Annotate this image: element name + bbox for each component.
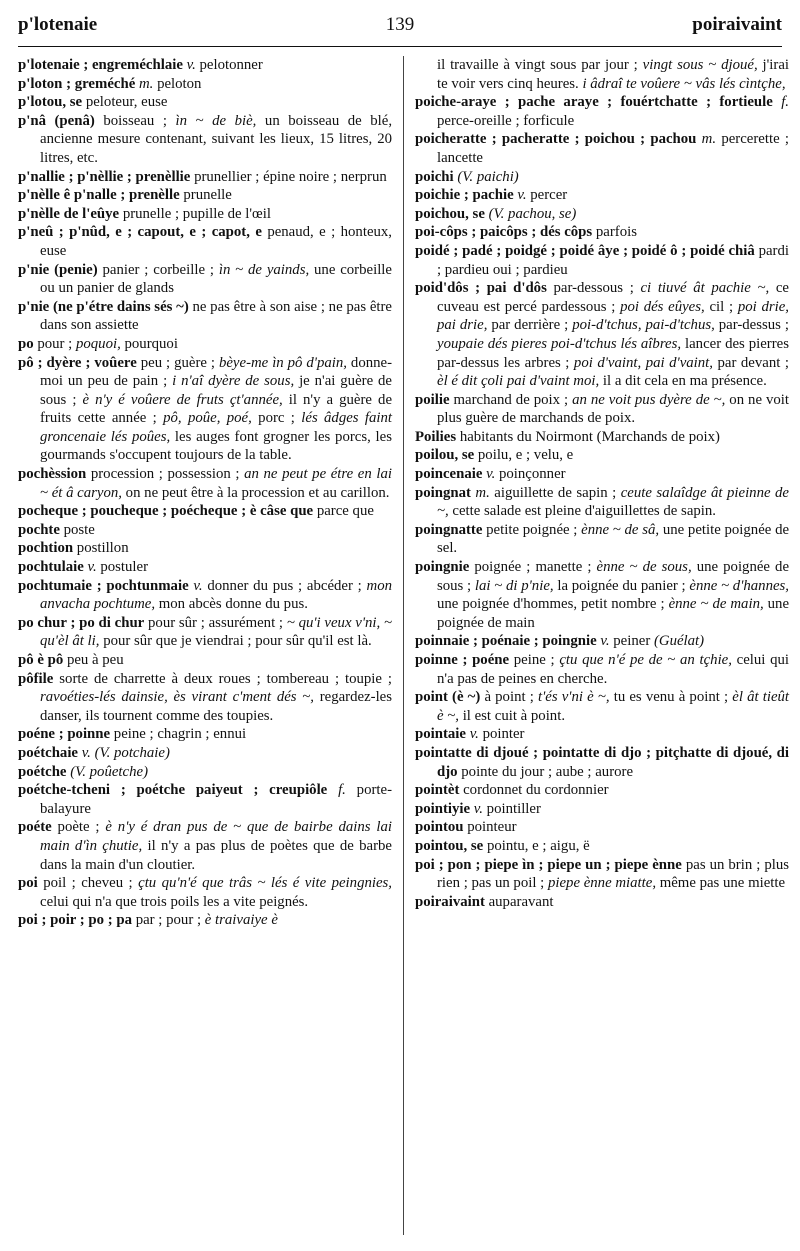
headword: p'nèlle ê p'nalle ; prenèlle (18, 187, 180, 204)
headword: poi ; pon ; piepe ìn ; piepe un ; piepe ènne (415, 856, 682, 873)
definition: peine ; chagrin ; ennui (113, 726, 247, 743)
headword: poilie (415, 391, 450, 408)
example: ~ qu'i veux v'ni, ~ qu'èl ât li, (40, 614, 392, 650)
dictionary-entry (18, 818, 392, 874)
header-rule (18, 46, 782, 47)
dictionary-entry (415, 558, 789, 632)
example: poquoi, (75, 335, 121, 352)
definition: perce-oreille ; forficule (437, 112, 575, 129)
definition: les auges font grogner les porcs, les gourmands s'occupent toujours de la table. (40, 428, 392, 464)
headword: p'lotenaie ; engreméchlaie (18, 57, 183, 73)
definition: pourquoi (124, 335, 178, 352)
dictionary-entry (415, 725, 789, 744)
definition: on ne voit plus guère de marchands de poix. (437, 391, 789, 427)
definition: cette salade est pleine d'aiguillettes de sapin. (452, 503, 716, 520)
example: poi-d'tchus, pai-d'tchus, (572, 317, 715, 334)
grammar-label: m. (701, 131, 717, 148)
definition: même pas une miette (659, 875, 786, 892)
definition: une poignée d'hommes, petit nombre ; (437, 596, 665, 613)
definition: sorte de charrette à deux roues ; tombereau ; toupie ; (59, 670, 392, 687)
example: ènne ~ de sâ, (581, 521, 660, 538)
dictionary-entry (18, 298, 392, 335)
definition: une poignée de main (437, 596, 790, 631)
definition: lancer des pierres par-dessus les arbres ; (437, 335, 789, 371)
headword: poiche-araye ; pache araye ; fouértchatte ; fortieule (415, 94, 773, 111)
dictionary-entry (415, 279, 789, 391)
definition: cordonnet du cordonnier (463, 782, 609, 799)
dictionary-entry (18, 725, 392, 744)
definition: poète ; (57, 819, 100, 836)
dictionary-entry (18, 911, 392, 930)
page-header (18, 14, 782, 44)
definition: une petite poignée de sel. (437, 521, 790, 557)
headword: pointaie (415, 726, 466, 743)
definition: mon abcès donne du pus. (158, 596, 308, 613)
left-column (18, 56, 392, 930)
definition: tu es venu à point ; (613, 689, 729, 706)
dictionary-entry (415, 632, 789, 651)
headword: poingnat (415, 484, 471, 501)
dictionary-entry (18, 502, 392, 521)
dictionary-entry (18, 335, 392, 354)
definition: pointer (482, 726, 525, 743)
example: t'és v'ni è ~, (538, 689, 610, 706)
grammar-label: f. (781, 94, 789, 111)
dictionary-entry (18, 558, 392, 577)
grammar-label: v. (473, 800, 483, 817)
dictionary-entry (415, 205, 789, 224)
headword: pochtumaie ; pochtunmaie (18, 577, 189, 594)
headword: pointou, se (415, 837, 484, 854)
dictionary-entry (415, 93, 789, 130)
dictionary-entry (18, 763, 392, 782)
headword: poichi (415, 168, 454, 185)
grammar-label: v. (469, 726, 479, 743)
example: an ne voit pus dyère de ~, (572, 391, 726, 408)
dictionary-entry (18, 651, 392, 670)
example: piepe ènne miatte, (547, 875, 657, 892)
headword: poilou, se (415, 447, 475, 464)
definition: pour sûr que je viendrai ; pour sûr qu'il est là. (103, 633, 372, 650)
headword: pochtion (18, 540, 74, 557)
dictionary-entry (18, 614, 392, 651)
headword: p'nallie ; p'nèllie ; prenèllie (18, 168, 191, 185)
definition: peloteur, euse (85, 94, 168, 111)
dictionary-entry (18, 521, 392, 540)
definition: prunelle ; pupille de l'œil (122, 205, 271, 222)
grammar-label: (V. pachou, se) (488, 205, 577, 222)
definition: petite poignée ; (486, 521, 578, 538)
dictionary-entry (415, 688, 789, 725)
definition: postillon (76, 540, 129, 557)
dictionary-entry (415, 651, 789, 688)
definition: on ne peut être à la procession et au carillon. (125, 484, 390, 501)
grammar-label: v. (193, 577, 203, 594)
headword: p'nie (ne p'étre dains sés ~) (18, 298, 189, 315)
definition: penaud, e ; honteux, euse (40, 224, 393, 259)
definition: par-dessus ; (718, 317, 789, 334)
dictionary-entry (18, 75, 392, 94)
definition: il travaille à vingt sous par jour ; (437, 57, 638, 73)
grammar-label: m. (475, 484, 490, 501)
dictionary-entry (415, 837, 789, 856)
definition: par-dessous ; (553, 280, 634, 297)
definition: aiguillette de sapin ; (494, 484, 617, 501)
definition: porte-balayure (40, 782, 393, 817)
example: pô, poûe, poé, (163, 410, 252, 427)
running-head-left: p'lotenaie (18, 14, 98, 35)
definition: un boisseau de blé, ancienne mesure contenant, suivant les lieux, 15 litres, 20 litres, etc. (40, 112, 393, 166)
headword: poid'dôs ; pai d'dôs (415, 280, 547, 297)
dictionary-entry (18, 577, 392, 614)
example: è n'y é voûere de fruts çt'année, (82, 391, 283, 408)
headword: p'loton ; greméché (18, 75, 136, 92)
dictionary-entry (18, 465, 392, 502)
definition: pointiller (486, 800, 541, 817)
definition: peine ; (513, 652, 555, 668)
definition: celui qui n'a que trois poils les a vite peignés. (40, 893, 309, 910)
headword: poétche-tcheni ; poétche paiyeut ; creupiôle (18, 782, 328, 799)
headword: po chur ; po di chur (18, 614, 145, 631)
dictionary-entry (18, 112, 392, 168)
definition: parce que (316, 503, 374, 520)
definition: peu ; guère ; (140, 354, 216, 371)
headword: poingnie (415, 559, 470, 576)
example: èl ât tieût è ~, (437, 689, 790, 724)
example: ènne ~ de sous, (596, 559, 692, 576)
headword: poi ; poir ; po ; pa (18, 912, 133, 929)
headword: p'nâ (penâ) (18, 112, 95, 129)
example: ìn ~ de yainds, (218, 261, 310, 278)
headword: Poilies (415, 428, 457, 445)
headword: poichie ; pachie (415, 187, 514, 204)
grammar-label: (V. poûetche) (70, 763, 148, 780)
headword: poicheratte ; pacheratte ; poichou ; pachou (415, 131, 697, 148)
definition: pour ; (37, 335, 73, 352)
definition: poil ; cheveu ; (43, 875, 133, 892)
dictionary-entry (18, 744, 392, 763)
page-number: 139 (385, 14, 415, 35)
dictionary-entry (415, 242, 789, 279)
definition: pas un brin ; plus rien ; pas un poil ; (437, 856, 790, 892)
grammar-label: v. (V. potchaie) (81, 744, 170, 761)
definition: poilu, e ; velu, e (477, 447, 574, 464)
dictionary-entry (415, 484, 789, 521)
dictionary-entry (18, 781, 392, 818)
definition: prunelle (183, 187, 232, 204)
definition: par derrière ; (491, 317, 569, 334)
example: ìn ~ de biè, (175, 112, 257, 129)
definition: cil ; (709, 298, 734, 315)
definition: regardez-les danser, ils tournent comme des toupies. (40, 689, 393, 724)
definition: porc ; (258, 410, 295, 427)
dictionary-entry (415, 744, 789, 781)
headword: poincenaie (415, 466, 483, 483)
example: lai ~ di p'nie, (474, 577, 554, 594)
definition: procession ; possession ; (90, 466, 240, 483)
example: vingt sous ~ djoué, (642, 57, 758, 73)
example: è n'y é dran pus de ~ que de bairbe dains lai main d'ìn çhutie, (40, 819, 392, 854)
running-head-right: poiraivaint (692, 14, 782, 35)
definition: il a dit cela en ma présence. (602, 373, 767, 390)
definition: pelotonner (199, 57, 263, 73)
dictionary-entry (415, 223, 789, 242)
definition: par devant ; (717, 354, 789, 371)
headword: poéne ; poinne (18, 726, 111, 743)
definition: parfois (595, 224, 637, 241)
headword: poi-côps ; paicôps ; dés côps (415, 224, 593, 241)
definition: une poignée de sous ; (437, 559, 790, 594)
grammar-label: v. (517, 187, 527, 204)
definition: il n'y a pas plus de poètes que de barbe dans la main d'un cloutier. (40, 837, 392, 873)
dictionary-entry (18, 874, 392, 911)
definition: poste (63, 521, 95, 538)
headword: pôfile (18, 670, 54, 687)
definition: la poignée du panier ; (557, 577, 686, 594)
headword: pointatte di djoué ; pointatte di djo ; pitçhatte di djoué, di djo (415, 744, 789, 780)
example: lés âdges faint groncenaie lés poûes, (40, 410, 393, 445)
definition: pointe du jour ; aube ; aurore (461, 763, 634, 780)
example: çtu qu'n'é que trâs ~ lés é vite peingnies, (138, 875, 392, 892)
definition: poignée ; manette ; (474, 559, 592, 576)
example: poi dés eûyes, (620, 298, 705, 315)
definition: marchand de poix ; (453, 391, 569, 408)
definition: il est cuit à point. (462, 707, 566, 724)
example: ci tiuvé ât pachie ~, (640, 280, 770, 297)
headword: pointèt (415, 782, 460, 799)
dictionary-entry (415, 521, 789, 558)
example: èl é dit çoli pai d'vaint moi, (437, 373, 600, 390)
definition: à point ; (484, 689, 534, 706)
definition: ce cuveau est percé pardessous ; (437, 280, 789, 315)
dictionary-entry (415, 800, 789, 819)
example: youpaie dés pieres poi-d'tchus lés aîbres, (437, 335, 682, 352)
dictionary-entry (415, 186, 789, 205)
example: an ne peut pe étre en lai ~ ét â caryon, (40, 466, 392, 501)
headword: pochtulaie (18, 559, 84, 576)
headword: poinnaie ; poénaie ; poingnie (415, 633, 597, 650)
example: (Guélat) (653, 633, 705, 650)
definition: ne pas être à son aise ; ne pas être dans son assiette (40, 298, 392, 334)
example: bèye-me ìn pô d'pain, (218, 354, 347, 371)
example: ceute salaîdge ât pieinne de ~, (437, 484, 789, 520)
dictionary-entry (415, 56, 789, 93)
definition: habitants du Noirmont (Marchands de poix) (459, 428, 720, 445)
dictionary-entry (415, 465, 789, 484)
dictionary-entry (415, 130, 789, 167)
example: ènne ~ de main, (668, 596, 764, 613)
definition: percer (530, 187, 568, 204)
headword: poétchaie (18, 744, 78, 761)
headword: poinne ; poéne (415, 652, 510, 668)
definition: peloton (157, 75, 202, 92)
headword: p'nèlle de l'eûye (18, 205, 120, 222)
example: i n'aî dyère de sous, (172, 373, 295, 390)
definition: donner du pus ; abcéder ; (207, 577, 362, 594)
column-divider (403, 56, 404, 1235)
grammar-label: f. (338, 782, 346, 799)
headword: p'neû ; p'nûd, e ; capout, e ; capot, e (18, 224, 262, 241)
definition: par ; pour ; (135, 912, 202, 929)
definition: panier ; corbeille ; (102, 261, 214, 278)
definition: peiner (613, 633, 651, 650)
headword: poétche (18, 763, 67, 780)
dictionary-entry (415, 391, 789, 428)
dictionary-entry (415, 893, 789, 912)
headword: poingnatte (415, 521, 483, 538)
dictionary-entry (415, 856, 789, 893)
dictionary-entry (415, 428, 789, 447)
definition: poinçonner (499, 466, 566, 483)
dictionary-entry (415, 818, 789, 837)
grammar-label: v. (600, 633, 610, 650)
dictionary-entry (18, 539, 392, 558)
dictionary-entry (18, 261, 392, 298)
definition: celui qui n'a pas de peines en cherche. (437, 652, 790, 687)
definition: peu à peu (66, 652, 124, 668)
example: ènne ~ d'hannes, (689, 577, 789, 594)
definition: boisseau ; (103, 112, 167, 129)
definition: pointeur (467, 819, 517, 836)
example: mon anvacha pochtume, (40, 577, 393, 613)
headword: p'nie (penie) (18, 261, 98, 278)
headword: p'lotou, se (18, 94, 83, 111)
grammar-label: v. (87, 559, 97, 576)
definition: percerette ; lancette (437, 131, 790, 166)
definition: pardi ; pardieu oui ; pardieu (437, 242, 789, 278)
grammar-label: v. (486, 466, 496, 483)
dictionary-entry (18, 168, 392, 187)
headword: pointou (415, 819, 464, 836)
dictionary-entry (18, 56, 392, 75)
definition: prunellier ; épine noire ; nerprun (194, 168, 387, 185)
definition: donne-moi un peu de pain ; (40, 354, 393, 390)
headword: pochèssion (18, 466, 87, 483)
dictionary-entry (18, 354, 392, 466)
headword: poidé ; padé ; poidgé ; poidé âye ; poidé ô ; poidé chiâ (415, 242, 755, 259)
headword: point (è ~) (415, 689, 481, 706)
dictionary-entry (415, 168, 789, 187)
grammar-label: v. (186, 57, 196, 73)
dictionary-entry (18, 93, 392, 112)
example: poi drie, pai drie, (437, 298, 789, 334)
definition: postuler (100, 559, 149, 576)
headword: poi (18, 875, 38, 892)
definition: il n'y a guère de fruits cette année ; (40, 391, 393, 427)
definition: pour sûr ; assurément ; (148, 614, 284, 631)
example: è traivaiye è (204, 912, 278, 929)
headword: poichou, se (415, 205, 485, 222)
example: ravoéties-lés dainsie, ès virant c'ment dés ~, (40, 689, 314, 706)
headword: poéte (18, 819, 52, 836)
headword: pô ; dyère ; voûere (18, 354, 137, 371)
dictionary-entry (415, 446, 789, 465)
definition: je n'ai guère de sous ; (40, 373, 392, 408)
headword: pô è pô (18, 652, 64, 668)
grammar-label: (V. paichi) (457, 168, 519, 185)
headword: poiraivaint (415, 893, 485, 910)
dictionary-entry (18, 205, 392, 224)
example: çtu que n'é pe de ~ an tçhie, (559, 652, 732, 668)
right-column (415, 56, 789, 911)
headword: pointiyie (415, 800, 471, 817)
example: i âdraî te voûere ~ vâs lés cìntçhe, (582, 75, 786, 92)
dictionary-entry (18, 670, 392, 726)
definition: auparavant (488, 893, 554, 910)
headword: pocheque ; poucheque ; poécheque ; è câse que (18, 503, 314, 520)
definition: pointu, e ; aigu, ë (486, 837, 590, 854)
dictionary-entry (18, 186, 392, 205)
headword: pochte (18, 521, 60, 538)
dictionary-entry (18, 223, 392, 260)
example: poi d'vaint, pai d'vaint, (573, 354, 713, 371)
definition: une corbeille ou un panier de glands (40, 261, 392, 297)
grammar-label: m. (138, 75, 154, 92)
dictionary-entry (415, 781, 789, 800)
definition: j'irai te voir vers cinq heures. (437, 57, 790, 92)
headword: po (18, 335, 34, 352)
